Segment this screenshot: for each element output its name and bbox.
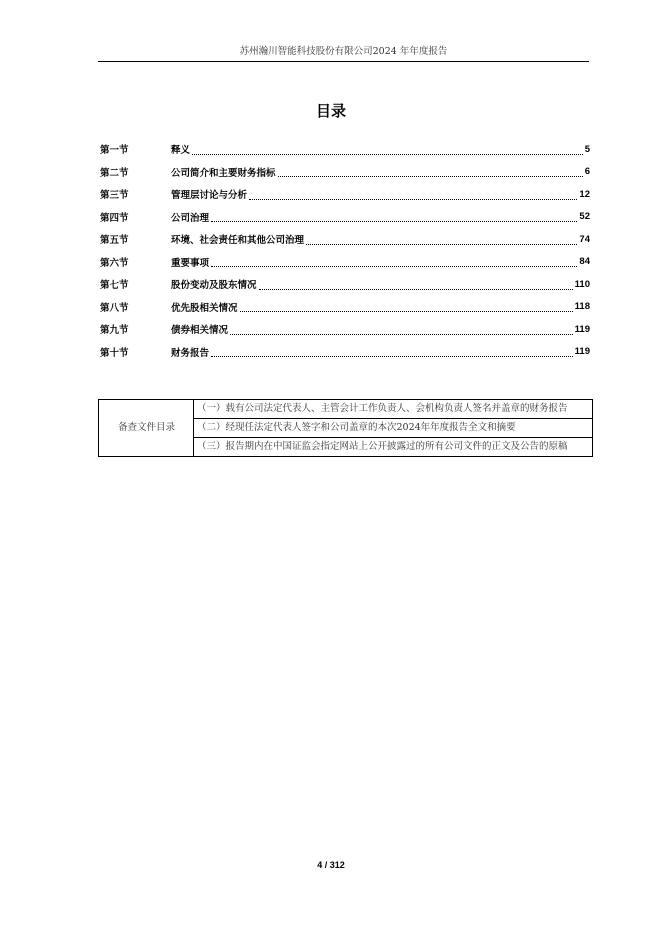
toc-page-number: 5	[584, 143, 590, 155]
page-number: 4 / 312	[317, 860, 345, 870]
toc-section-number: 第一节	[100, 145, 129, 157]
toc-entry[interactable]	[100, 341, 590, 364]
toc-section-title: 环境、社会责任和其他公司治理	[171, 235, 305, 247]
toc-page-number: 119	[574, 323, 590, 335]
toc-entry[interactable]	[100, 161, 590, 184]
table-row	[99, 400, 593, 419]
table-of-contents	[100, 138, 590, 363]
toc-section-number: 第九节	[100, 325, 129, 337]
toc-section-number: 第七节	[100, 280, 129, 292]
toc-page-number: 12	[579, 188, 590, 200]
toc-page-number: 84	[579, 256, 590, 268]
toc-page-number: 119	[574, 346, 590, 358]
toc-page-number: 110	[574, 278, 590, 290]
toc-entry[interactable]	[100, 206, 590, 229]
toc-section-title: 优先股相关情况	[171, 302, 238, 314]
toc-dot-leader	[306, 236, 577, 245]
toc-section-title: 释义	[171, 145, 191, 157]
toc-page-number: 6	[584, 166, 590, 178]
toc-dot-leader	[240, 303, 573, 312]
toc-section-number: 第六节	[100, 257, 129, 269]
toc-entry[interactable]	[100, 296, 590, 319]
toc-page-number: 74	[579, 233, 590, 245]
toc-section-title: 重要事项	[171, 257, 210, 269]
header-rule	[98, 61, 589, 62]
toc-section-number: 第三节	[100, 190, 129, 202]
toc-entry[interactable]	[100, 273, 590, 296]
toc-page-number: 52	[579, 211, 590, 223]
reference-document-item: （一）载有公司法定代表人、主管会计工作负责人、会机构负责人签名并盖章的财务报告	[194, 400, 593, 419]
toc-title: 目录	[315, 102, 346, 120]
reference-documents-label: 备查文件目录	[99, 400, 194, 457]
toc-section-title: 管理层讨论与分析	[171, 190, 248, 202]
toc-dot-leader	[211, 348, 573, 357]
toc-section-title: 公司简介和主要财务指标	[171, 167, 276, 179]
toc-section-title: 公司治理	[171, 212, 210, 224]
toc-dot-leader	[278, 168, 583, 177]
toc-dot-leader	[230, 326, 573, 335]
toc-dot-leader	[192, 146, 583, 155]
toc-section-title: 财务报告	[171, 347, 210, 359]
toc-section-title: 债券相关情况	[171, 325, 229, 337]
toc-dot-leader	[211, 213, 577, 222]
toc-section-number: 第八节	[100, 302, 129, 314]
reference-document-item: （三）报告期内在中国证监会指定网站上公开披露过的所有公司文件的正文及公告的原稿	[194, 438, 593, 457]
toc-dot-leader	[249, 191, 577, 200]
toc-entry[interactable]	[100, 183, 590, 206]
toc-entry[interactable]	[100, 138, 590, 161]
toc-entry[interactable]	[100, 251, 590, 274]
page-header: 苏州瀚川智能科技股份有限公司2024 年年度报告	[239, 46, 448, 57]
toc-section-number: 第五节	[100, 235, 129, 247]
toc-entry[interactable]	[100, 228, 590, 251]
toc-dot-leader	[259, 281, 573, 290]
toc-entry[interactable]	[100, 318, 590, 341]
toc-section-number: 第十节	[100, 347, 129, 359]
reference-documents-table	[98, 399, 593, 457]
toc-page-number: 118	[574, 301, 590, 313]
toc-section-number: 第四节	[100, 212, 129, 224]
toc-dot-leader	[211, 258, 577, 267]
toc-section-title: 股份变动及股东情况	[171, 280, 257, 292]
reference-document-item: （二）经现任法定代表人签字和公司盖章的本次2024年年度报告全文和摘要	[194, 419, 593, 438]
toc-section-number: 第二节	[100, 167, 129, 179]
